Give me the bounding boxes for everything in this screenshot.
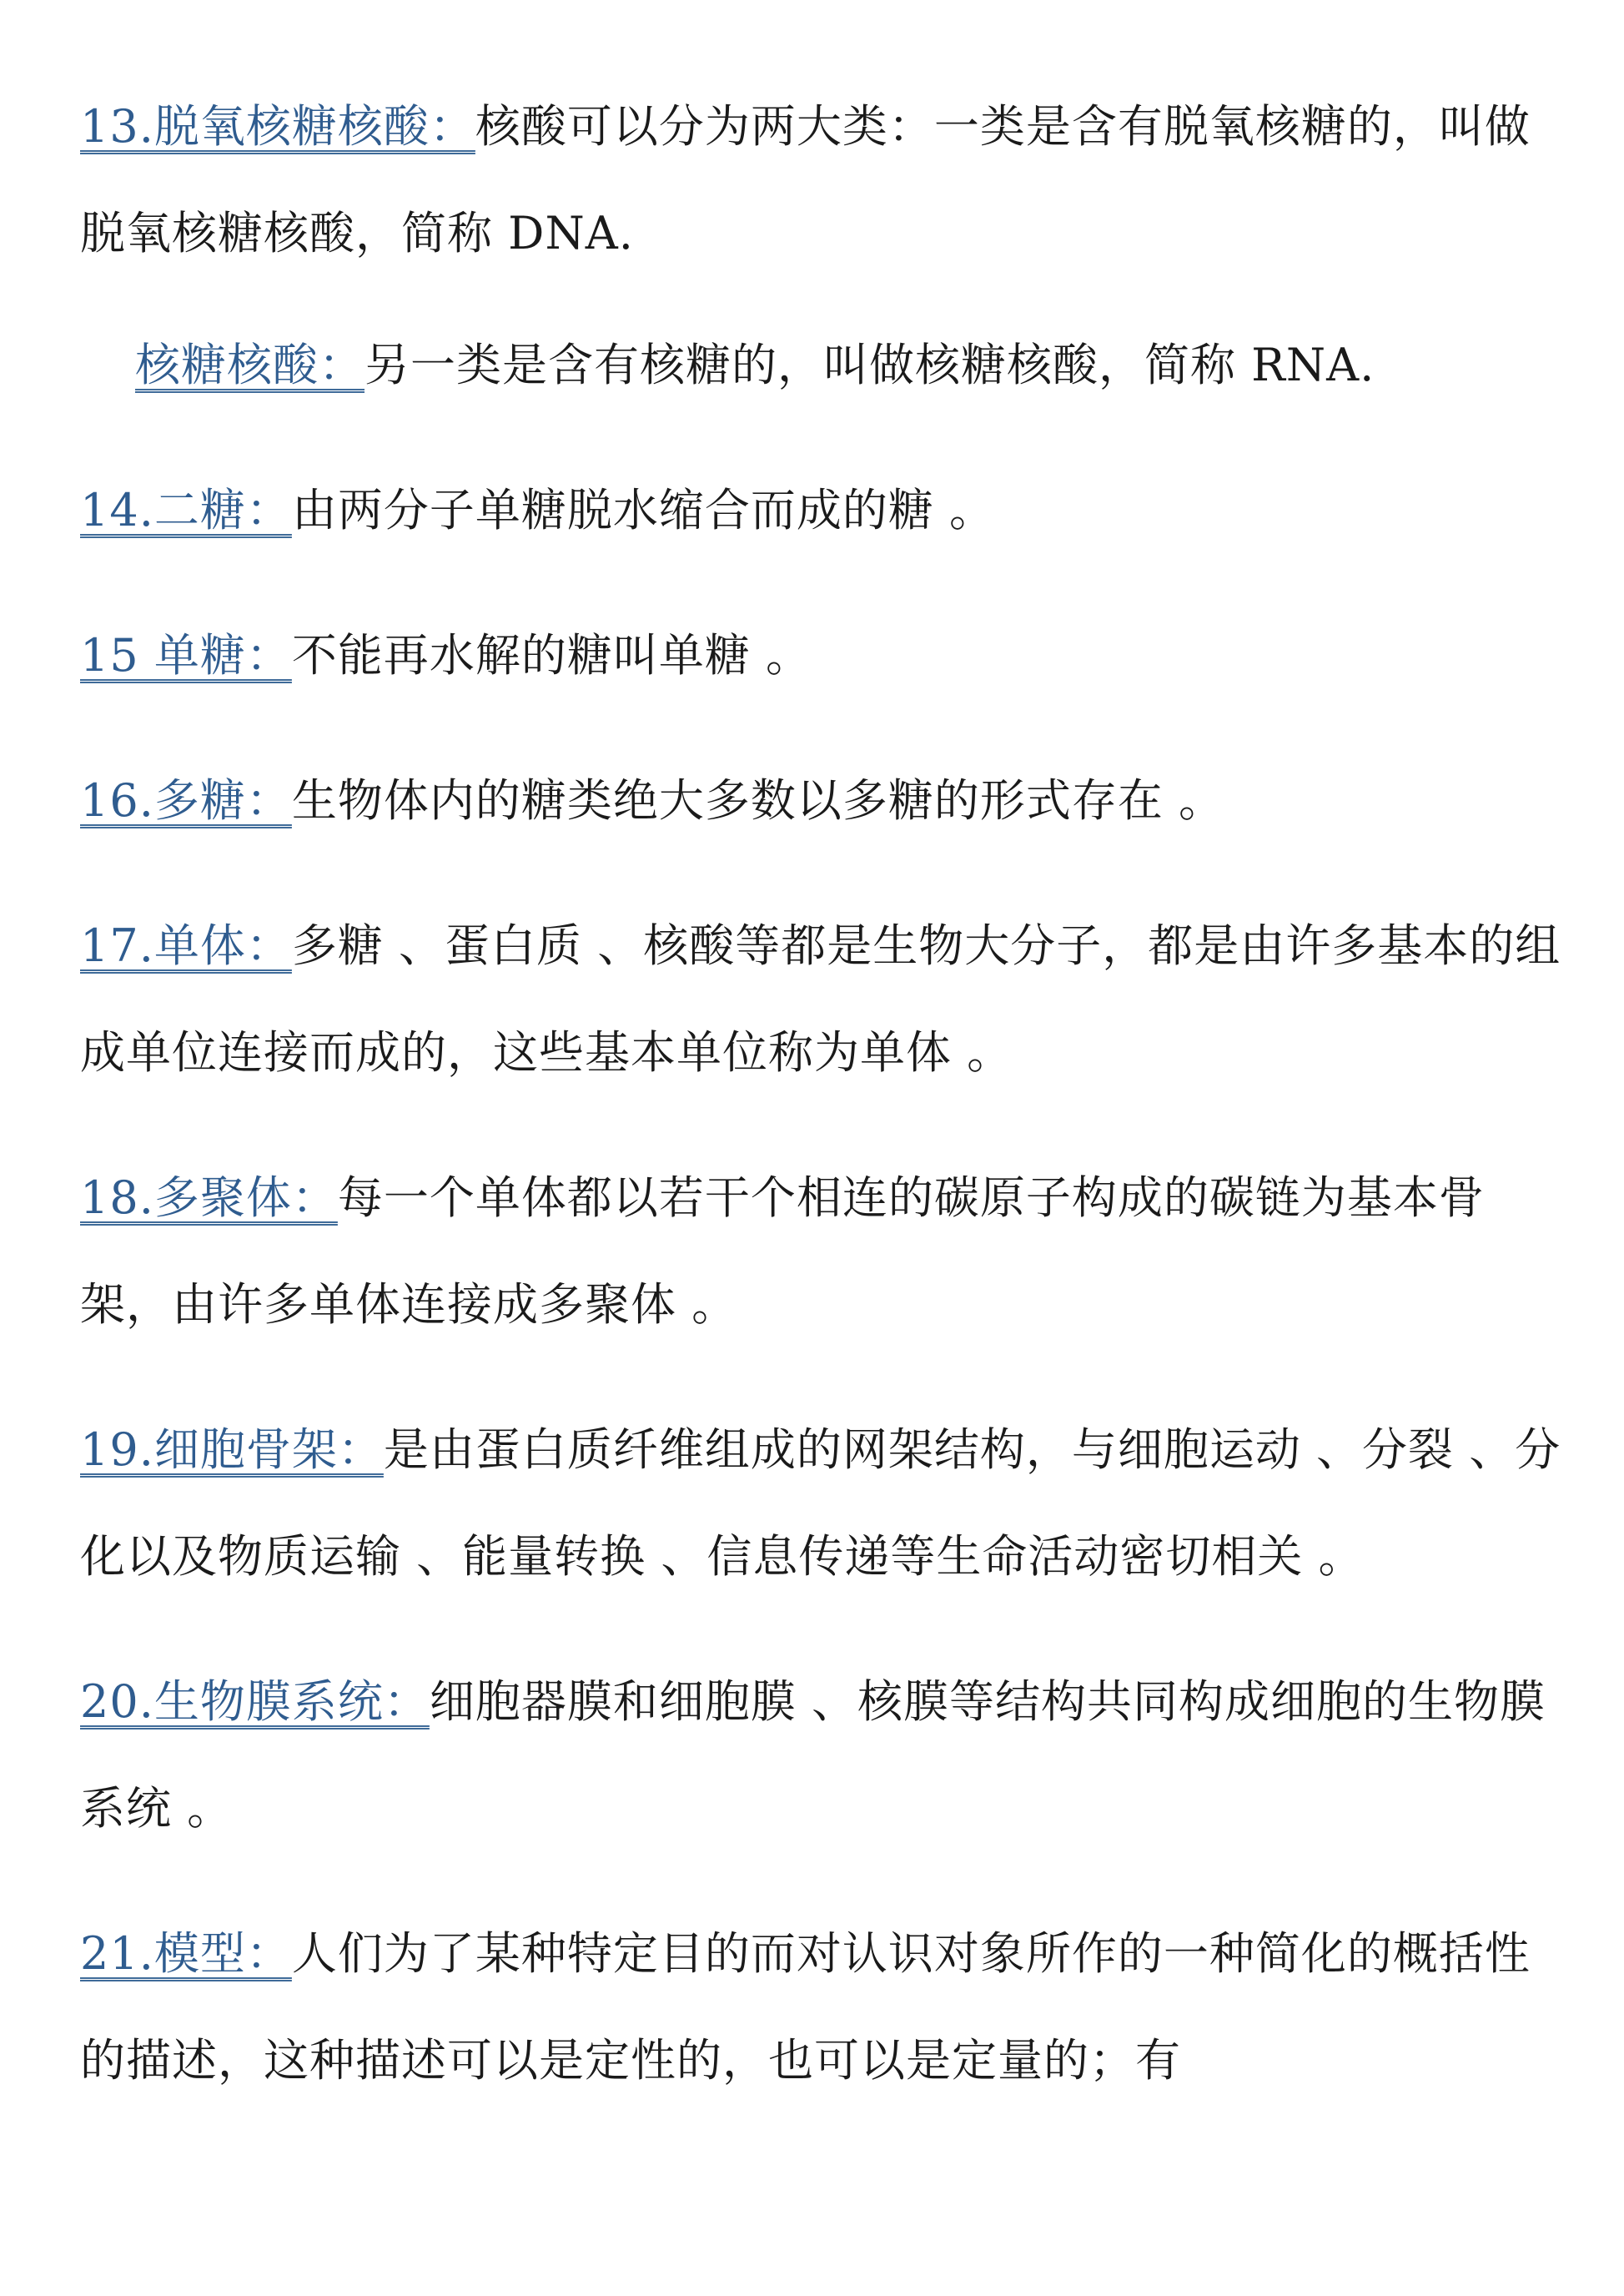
entry-13-deoxyribonucleic-acid bbox=[80, 73, 1565, 287]
term-label: 核糖核酸： bbox=[135, 339, 365, 391]
entry-19-cytoskeleton bbox=[80, 1397, 1565, 1610]
term-label: 21.模型： bbox=[80, 1927, 292, 1980]
term-label: 16.多糖： bbox=[80, 774, 292, 827]
definition-text: 人们为了某种特定目的而对认识对象所作的一种简化的概括性的描述，这种描述可以是定性的，也可以是定量的；有 bbox=[80, 1927, 1531, 2087]
entry-15-monosaccharide bbox=[80, 602, 1565, 709]
definition-text: 每一个单体都以若干个相连的碳原子构成的碳链为基本骨架，由许多单体连接成多聚体 。 bbox=[80, 1171, 1485, 1331]
definition-text: 另一类是含有核糖的，叫做核糖核酸，简称 RNA. bbox=[365, 339, 1375, 391]
entry-20-biomembrane-system bbox=[80, 1649, 1565, 1862]
definition-text: 细胞器膜和细胞膜 、核膜等结构共同构成细胞的生物膜系统 。 bbox=[80, 1675, 1546, 1835]
term-label: 14.二糖： bbox=[80, 484, 292, 536]
definition-text: 生物体内的糖类绝大多数以多糖的形式存在 。 bbox=[291, 774, 1225, 827]
term-label: 18.多聚体： bbox=[80, 1171, 338, 1224]
definition-text: 不能再水解的糖叫单糖 。 bbox=[291, 629, 812, 682]
entry-18-polymer bbox=[80, 1145, 1565, 1358]
term-label: 20.生物膜系统： bbox=[80, 1675, 430, 1728]
term-label: 13.脱氧核糖核酸： bbox=[80, 100, 475, 153]
definition-text: 由两分子单糖脱水缩合而成的糖 。 bbox=[291, 484, 996, 536]
term-label: 15 单糖： bbox=[80, 629, 292, 682]
definition-text: 核酸可以分为两大类：一类是含有脱氧核糖的，叫做脱氧核糖核酸，简称 DNA. bbox=[80, 100, 1531, 259]
entry-16-polysaccharide bbox=[80, 748, 1565, 854]
definition-text: 是由蛋白质纤维组成的网架结构，与细胞运动 、分裂 、分化以及物质运输 、能量转换 、信息传递等生命活动密切相关 。 bbox=[80, 1423, 1561, 1583]
entry-21-model bbox=[80, 1901, 1565, 2114]
term-label: 19.细胞骨架： bbox=[80, 1423, 384, 1476]
definition-text: 多糖 、蛋白质 、核酸等都是生物大分子，都是由许多基本的组成单位连接而成的，这些基本单位称为单体 。 bbox=[80, 919, 1561, 1079]
entry-ribonucleic-acid bbox=[80, 312, 1565, 419]
entry-17-monomer bbox=[80, 893, 1565, 1106]
document-page bbox=[80, 73, 1565, 2114]
entry-14-disaccharide bbox=[80, 457, 1565, 564]
term-label: 17.单体： bbox=[80, 919, 292, 972]
